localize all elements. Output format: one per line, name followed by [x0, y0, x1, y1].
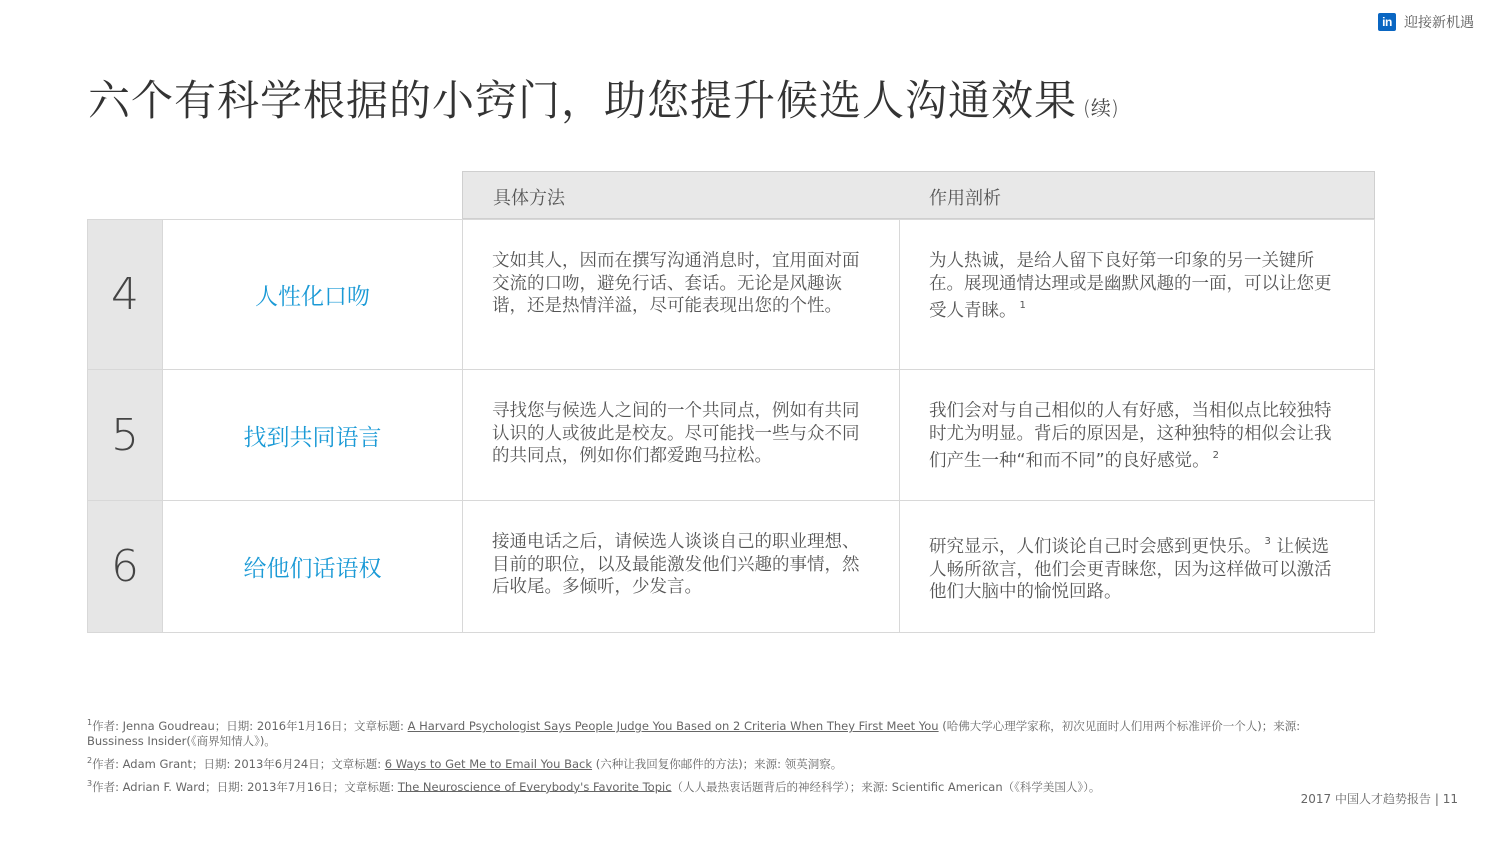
effect-text: 研究显示，人们谈论自己时会感到更快乐。: [929, 537, 1262, 557]
footnote-ref: 3: [1264, 536, 1271, 547]
footnote: [87, 753, 1357, 772]
page-number: 11: [1442, 792, 1458, 806]
brand-tagline: 迎接新机遇: [1404, 15, 1474, 31]
effect-text-cont: 让候选人畅所欲言，他们会更青睐您，因为这样做可以激活他们大脑中的愉悦回路。: [929, 537, 1332, 602]
header-effect: 作用剖析: [899, 171, 1375, 219]
header-method: 具体方法: [462, 171, 900, 219]
tip-effect: [899, 369, 1375, 501]
footnote: [87, 776, 1357, 795]
footnote-link[interactable]: The Neuroscience of Everybody's Favorite Topic: [397, 779, 672, 794]
tips-table: [87, 171, 1375, 633]
footnotes: [87, 715, 1357, 798]
page-title: [88, 68, 1119, 128]
footnote-ref: 1: [1019, 300, 1026, 311]
effect-text: 我们会对与自己相似的人有好感，当相似点比较独特时尤为明显。背后的原因是，这种独特的相似会让我们产生一种“和而不同”的良好感觉。: [929, 401, 1332, 471]
tip-method: 寻找您与候选人之间的一个共同点，例如有共同认识的人或彼此是校友。尽可能找一些与众不同的共同点，例如你们都爱跑马拉松。: [462, 369, 900, 501]
report-name: 2017 中国人才趋势报告: [1300, 792, 1432, 806]
tip-effect: [899, 219, 1375, 370]
footnote-link[interactable]: 6 Ways to Get Me to Email You Back: [384, 756, 593, 771]
tip-name: 人性化口吻: [163, 219, 463, 370]
footnote: [87, 715, 1357, 749]
tip-method: 接通电话之后，请候选人谈谈自己的职业理想、目前的职位，以及最能激发他们兴趣的事情，然后收尾。多倾听，少发言。: [462, 500, 900, 633]
page-footer: [1301, 790, 1458, 807]
tip-effect: [899, 500, 1375, 633]
footnote-text: 作者: Adam Grant；日期: 2013年6月24日；文章标题:: [92, 756, 385, 771]
footnote-text: (哈佛大学心理学家称，初次见面时人们用两个标准评价一个人)；来源: Bussiness Insider(《商界知情人》)。: [87, 718, 1301, 748]
tip-method: 文如其人，因而在撰写沟通消息时，宜用面对面交流的口吻，避免行话、套话。无论是风趣诙谐，还是热情洋溢，尽可能表现出您的个性。: [462, 219, 900, 370]
title-main: 六个有科学根据的小窍门，助您提升候选人沟通效果: [88, 76, 1078, 125]
footnote-number: 1: [87, 718, 93, 727]
footnote-ref: 2: [1212, 450, 1220, 461]
brand: [1378, 12, 1474, 32]
row-number: 6: [87, 500, 163, 633]
tip-name: 给他们话语权: [163, 500, 463, 633]
footnote-text: (六种让我回复你邮件的方法)；来源: 领英洞察。: [592, 756, 843, 771]
row-number: 4: [87, 219, 163, 370]
footnote-text: 作者: Adrian F. Ward；日期: 2013年7月16日；文章标题:: [92, 779, 398, 794]
effect-text: 为人热诚，是给人留下良好第一印象的另一关键所在。展现通情达理或是幽默风趣的一面，可以让您更受人青睐。: [929, 251, 1332, 321]
tip-name: 找到共同语言: [163, 369, 463, 501]
footnote-number: 2: [87, 755, 93, 765]
footnote-text: （人人最热衷话题背后的神经科学）；来源: Scientific American（《科学美国人》）。: [671, 779, 1101, 794]
row-number: 5: [87, 369, 163, 501]
footnote-text: 作者: Jenna Goudreau；日期: 2016年1月16日；文章标题:: [92, 718, 408, 733]
title-suffix: (续): [1083, 96, 1119, 120]
separator: |: [1434, 792, 1439, 806]
footnote-number: 3: [87, 778, 93, 788]
linkedin-icon: in: [1378, 13, 1396, 31]
footnote-link[interactable]: A Harvard Psychologist Says People Judge You Based on 2 Criteria When They First Meet You: [407, 718, 939, 733]
